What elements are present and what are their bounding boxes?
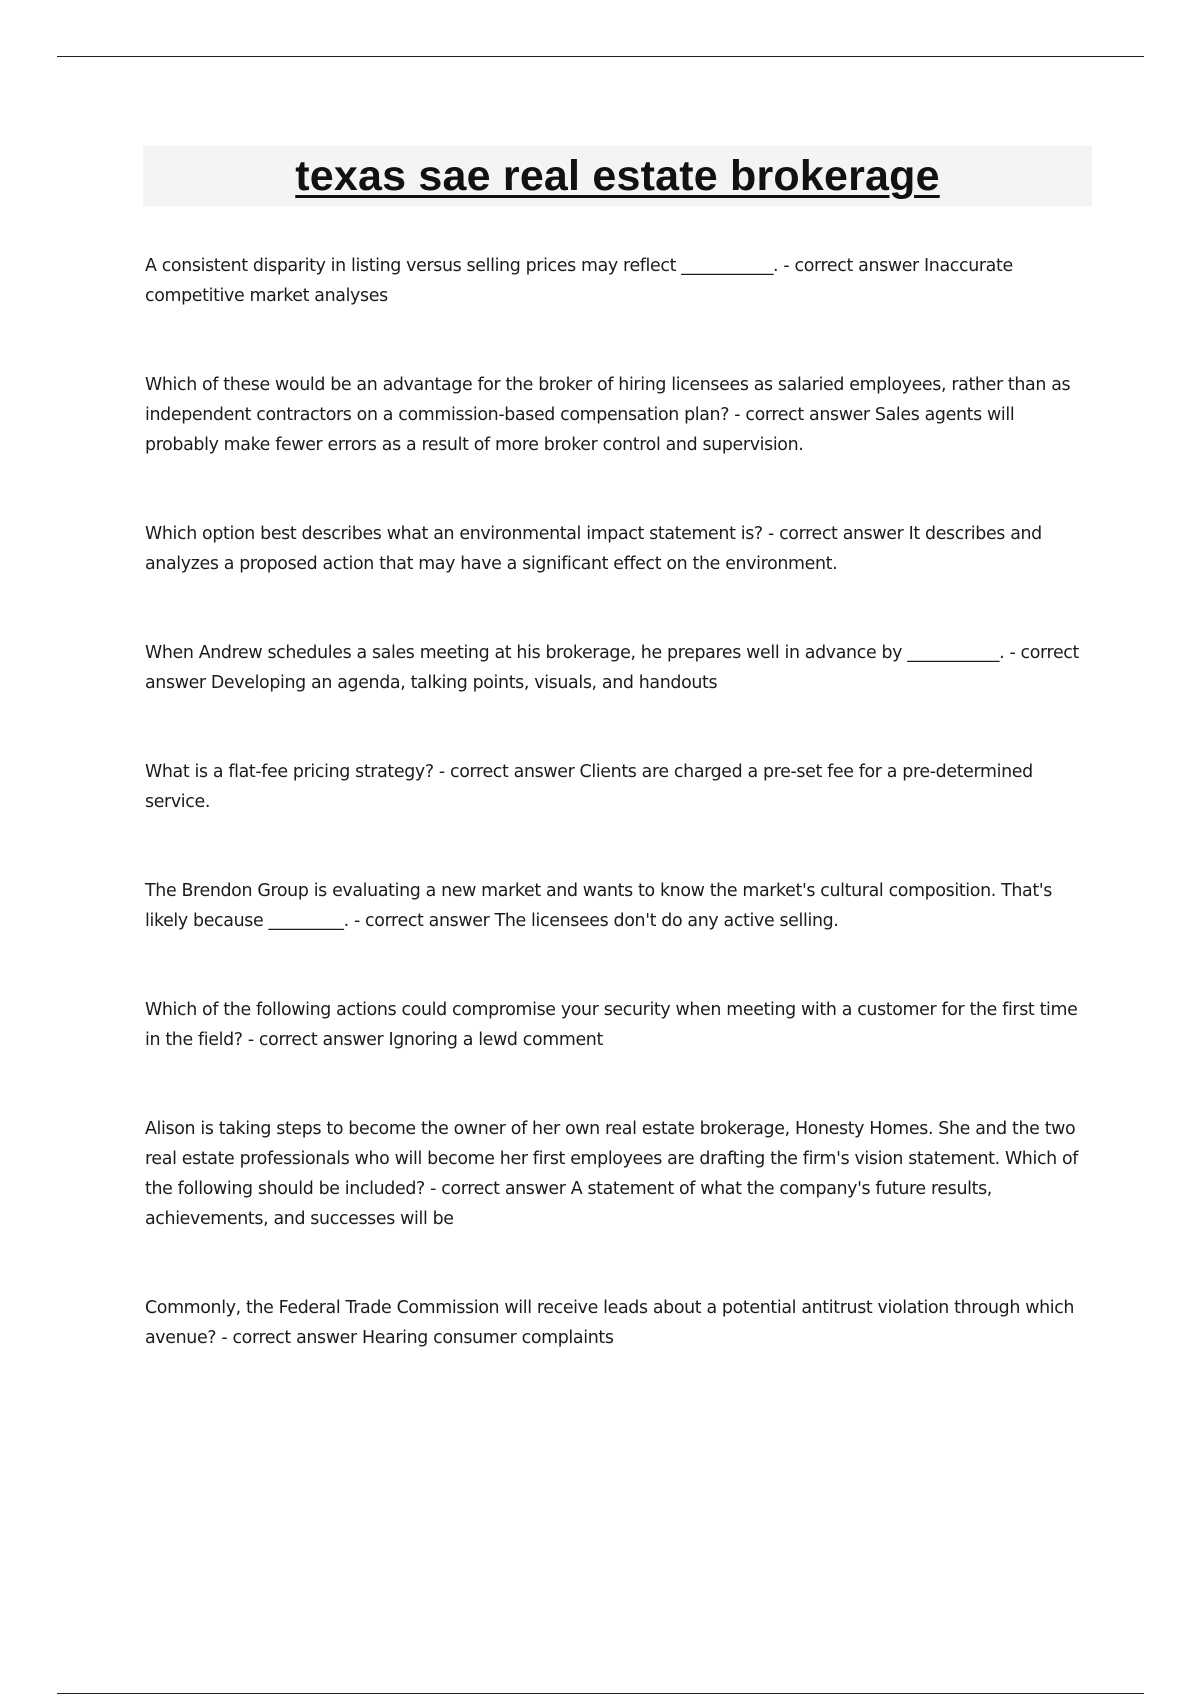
question-text: Which of these would be an advantage for the broker of hiring licensees as salaried employees, rather than as independent contractors on a commission-based compensation plan?	[145, 375, 1071, 425]
answer-separator: - correct answer	[216, 1328, 362, 1348]
question-text: Which option best describes what an environmental impact statement is?	[145, 524, 763, 544]
document-title: texas sae real estate brokerage	[295, 151, 940, 200]
answer-text: It describes and analyzes a proposed action that may have a significant effect on the environment.	[145, 524, 1042, 574]
question-text: Alison is taking steps to become the owner of her own real estate brokerage, Honesty Homes. She and the two real estate professionals who will become her first employees are drafting the firm's vision statement. Which of the following should be included?	[145, 1119, 1079, 1199]
answer-text: Sales agents will probably make fewer errors as a result of more broker control and supervision.	[145, 405, 1015, 455]
answer-text: Hearing consumer complaints	[361, 1328, 614, 1348]
question-text: What is a flat-fee pricing strategy?	[145, 762, 434, 782]
qa-item	[145, 519, 1090, 579]
qa-list	[145, 251, 1090, 1412]
qa-item	[145, 251, 1090, 311]
answer-separator: - correct answer	[424, 1179, 571, 1199]
answer-text: Inaccurate competitive market analyses	[145, 256, 1013, 306]
answer-separator: - correct answer	[729, 405, 875, 425]
answer-separator: - correct answer	[778, 256, 925, 276]
answer-separator: - correct answer	[348, 911, 495, 931]
answer-text: Ignoring a lewd comment	[388, 1030, 603, 1050]
question-text: Commonly, the Federal Trade Commission will receive leads about a potential antitrust violation through which avenue?	[145, 1298, 1075, 1348]
answer-text: The licensees don't do any active selling.	[494, 911, 839, 931]
qa-item	[145, 638, 1090, 698]
qa-item	[145, 1114, 1090, 1234]
answer-text: A statement of what the company's future results, achievements, and successes will be	[145, 1179, 992, 1229]
qa-item	[145, 995, 1090, 1055]
top-rule	[57, 56, 1144, 57]
question-text: The Brendon Group is evaluating a new market and wants to know the market's cultural composition. That's likely because _________.	[145, 881, 1052, 931]
answer-text: Developing an agenda, talking points, visuals, and handouts	[210, 673, 718, 693]
question-text: A consistent disparity in listing versus selling prices may reflect ___________.	[145, 256, 779, 276]
answer-separator: - correct answer	[433, 762, 580, 782]
bottom-rule	[57, 1693, 1144, 1694]
title-band	[143, 146, 1092, 206]
answer-text: Clients are charged a pre-set fee for a pre-determined service.	[145, 762, 1033, 812]
question-text: When Andrew schedules a sales meeting at his brokerage, he prepares well in advance by ___________.	[145, 643, 1005, 663]
answer-separator: - correct answer	[145, 643, 1079, 693]
qa-item	[145, 370, 1090, 460]
answer-separator: - correct answer	[762, 524, 909, 544]
question-text: Which of the following actions could compromise your security when meeting with a customer for the first time in the field?	[145, 1000, 1078, 1050]
qa-item	[145, 876, 1090, 936]
qa-item	[145, 1293, 1090, 1353]
qa-item	[145, 757, 1090, 817]
answer-separator: - correct answer	[242, 1030, 389, 1050]
